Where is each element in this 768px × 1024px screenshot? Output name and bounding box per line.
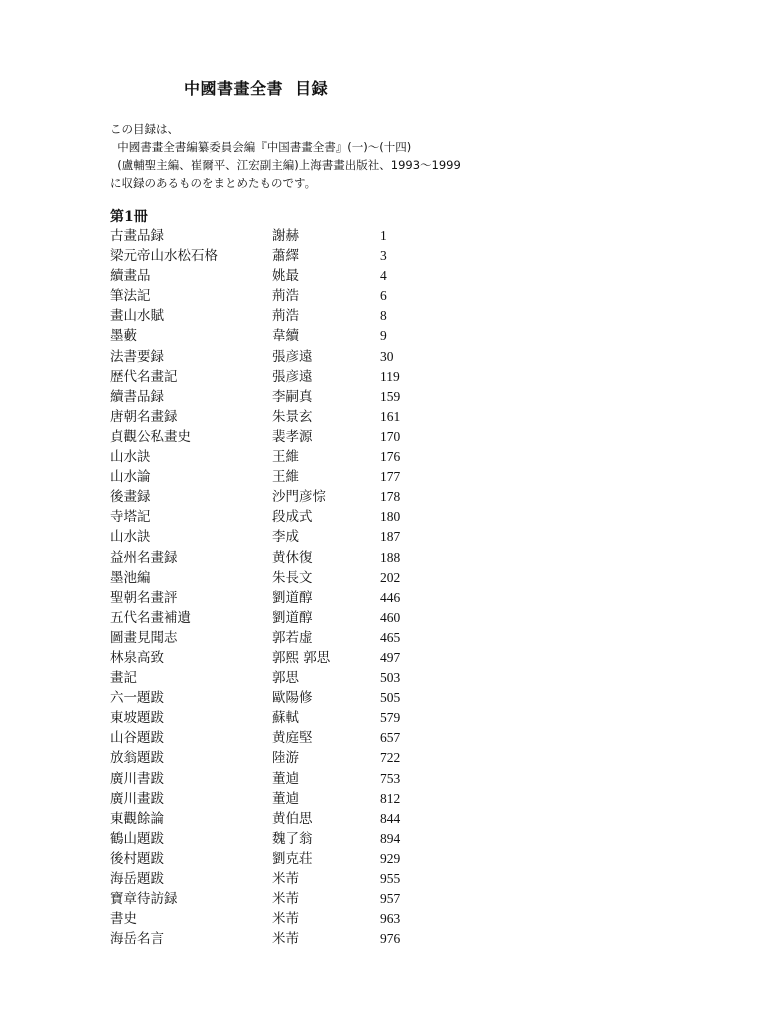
entry-page-number: 460 [380,609,401,625]
entry-author: 荊浩 [272,288,299,305]
entry-page-number: 812 [380,790,401,806]
entry-title: 東坡題跋 [110,710,164,727]
entry-page-number: 844 [380,810,401,826]
entry-title: 貞觀公私畫史 [110,428,191,445]
catalog-entry [110,809,530,829]
catalog-entry [110,226,530,246]
entry-author: 郭熙 郭思 [272,649,331,666]
entry-page-number: 976 [380,931,401,947]
entry-title: 墨藪 [110,328,137,345]
entry-page-number: 446 [380,589,401,605]
entry-author: 劉道醇 [272,589,313,606]
entry-author: 王維 [272,469,299,486]
entry-author: 姚最 [272,268,299,285]
entry-author: 張彦遠 [272,348,313,365]
catalog-entry [110,367,530,387]
entry-author: 謝赫 [272,228,299,244]
catalog-entry [110,829,530,849]
entry-page-number: 929 [380,850,401,866]
entry-title: 後村題跋 [110,850,164,867]
entry-page-number: 657 [380,730,401,746]
entry-page-number: 963 [380,911,401,927]
catalog-entry [110,849,530,869]
entry-page-number: 202 [380,569,401,585]
catalog-entry [110,407,530,427]
catalog-list [110,226,530,949]
entry-author: 陸游 [272,750,299,767]
entry-title: 聖朝名畫評 [110,589,178,606]
entry-author: 韋續 [272,328,299,345]
entry-author: 米芾 [272,871,299,887]
entry-author: 劉克荘 [272,850,313,867]
entry-author: 朱景玄 [272,408,313,425]
entry-author: 段成式 [272,509,313,526]
entry-author: 裴孝源 [272,428,313,445]
entry-page-number: 176 [380,449,401,465]
entry-author: 米芾 [272,891,299,908]
entry-author: 魏了翁 [272,830,313,847]
entry-title: 五代名畫補遺 [110,609,191,626]
catalog-entry [110,769,530,789]
entry-title: 海岳題跋 [110,871,164,887]
entry-page-number: 753 [380,770,401,786]
entry-author: 歐陽修 [272,690,313,707]
catalog-entry [110,427,530,447]
entry-page-number: 180 [380,509,401,525]
entry-author: 董逌 [272,790,299,807]
intro-line: 中國書畫全書編纂委員会編『中国書畫全書』(一)～(十四) [110,140,412,154]
catalog-entry [110,447,530,467]
entry-author: 郭若虚 [272,629,313,646]
document-title: 中國書畫全書 目録 [184,79,329,98]
entry-author: 黄庭堅 [272,730,313,747]
entry-page-number: 579 [380,710,401,726]
entry-title: 海岳名言 [110,931,164,948]
entry-page-number: 8 [380,308,387,324]
entry-page-number: 159 [380,388,401,404]
catalog-entry [110,548,530,568]
entry-title: 放翁題跋 [110,750,164,767]
entry-page-number: 503 [380,670,401,686]
catalog-entry [110,668,530,688]
entry-page-number: 894 [380,830,401,846]
catalog-entry [110,507,530,527]
entry-page-number: 3 [380,248,387,264]
entry-page-number: 178 [380,489,401,505]
catalog-entry [110,588,530,608]
entry-page-number: 497 [380,649,401,665]
entry-title: 鶴山題跋 [110,830,164,847]
catalog-entry [110,306,530,326]
entry-page-number: 4 [380,268,387,284]
entry-title: 圖畫見聞志 [110,629,178,646]
entry-title: 法書要録 [110,348,164,365]
entry-title: 東觀餘論 [110,810,164,827]
entry-title: 墨池編 [110,569,151,586]
catalog-entry [110,909,530,929]
entry-title: 梁元帝山水松石格 [110,248,218,265]
entry-title: 畫山水賦 [110,308,164,325]
catalog-entry [110,929,530,949]
catalog-entry [110,869,530,889]
catalog-entry [110,487,530,507]
catalog-entry [110,648,530,668]
catalog-entry [110,347,530,367]
entry-author: 朱長文 [272,569,313,586]
entry-title: 書史 [110,911,137,928]
entry-title: 寶章待訪録 [110,891,178,908]
catalog-entry [110,326,530,346]
volume-heading: 第1冊 [110,209,148,225]
entry-page-number: 505 [380,690,401,706]
catalog-entry [110,628,530,648]
entry-title: 後畫録 [110,489,151,506]
entry-page-number: 161 [380,408,401,424]
entry-title: 山谷題跋 [110,730,164,747]
entry-page-number: 722 [380,750,401,766]
entry-page-number: 9 [380,328,387,344]
entry-page-number: 465 [380,629,401,645]
entry-author: 黄休復 [272,549,313,566]
catalog-entry [110,789,530,809]
catalog-entry [110,889,530,909]
catalog-entry [110,568,530,588]
entry-author: 沙門彦悰 [272,489,326,506]
entry-title: 山水訣 [110,529,151,546]
entry-author: 李嗣真 [272,388,313,405]
entry-author: 蕭繹 [272,248,299,265]
catalog-entry [110,286,530,306]
catalog-entry [110,387,530,407]
catalog-entry [110,708,530,728]
entry-page-number: 6 [380,288,387,304]
entry-author: 米芾 [272,931,299,948]
intro-line: に収録のあるものをまとめたものです。 [110,176,317,190]
entry-title: 續畫品 [110,268,151,285]
catalog-entry [110,467,530,487]
entry-title: 畫記 [110,670,137,687]
entry-title: 續書品録 [110,388,164,405]
entry-page-number: 188 [380,549,401,565]
entry-title: 山水訣 [110,449,151,466]
entry-title: 唐朝名畫録 [110,408,178,425]
catalog-entry [110,266,530,286]
entry-title: 寺塔記 [110,509,151,526]
entry-author: 董逌 [272,770,299,787]
catalog-entry [110,608,530,628]
entry-page-number: 1 [380,228,387,243]
catalog-entry [110,246,530,266]
entry-title: 林泉高致 [110,649,164,666]
entry-title: 益州名畫録 [110,549,178,566]
entry-author: 劉道醇 [272,609,313,626]
entry-page-number: 955 [380,871,401,886]
entry-title: 六一題跋 [110,690,164,707]
entry-title: 古畫品録 [110,228,164,244]
entry-title: 歴代名畫記 [110,368,178,385]
entry-author: 蘇軾 [272,710,299,727]
entry-page-number: 30 [380,348,394,364]
intro-line: この目録は、 [110,122,179,136]
catalog-entry [110,748,530,768]
entry-title: 廣川畫跋 [110,790,164,807]
entry-author: 黄伯思 [272,810,313,827]
entry-author: 米芾 [272,911,299,928]
entry-page-number: 177 [380,469,401,485]
entry-page-number: 187 [380,529,401,545]
entry-author: 李成 [272,529,299,546]
catalog-entry [110,728,530,748]
entry-title: 廣川書跋 [110,770,164,787]
entry-title: 山水論 [110,469,151,486]
entry-title: 筆法記 [110,288,151,305]
entry-author: 張彦遠 [272,368,313,385]
intro-paragraph [110,120,461,192]
entry-author: 荊浩 [272,308,299,325]
entry-author: 郭思 [272,670,299,687]
intro-line: (盧輔聖主編、崔爾平、江宏副主編)上海書畫出版社、1993～1999 [110,158,461,172]
catalog-entry [110,688,530,708]
catalog-entry [110,527,530,547]
entry-page-number: 170 [380,428,401,444]
entry-page-number: 957 [380,891,401,907]
entry-author: 王維 [272,449,299,466]
entry-page-number: 119 [380,368,400,384]
